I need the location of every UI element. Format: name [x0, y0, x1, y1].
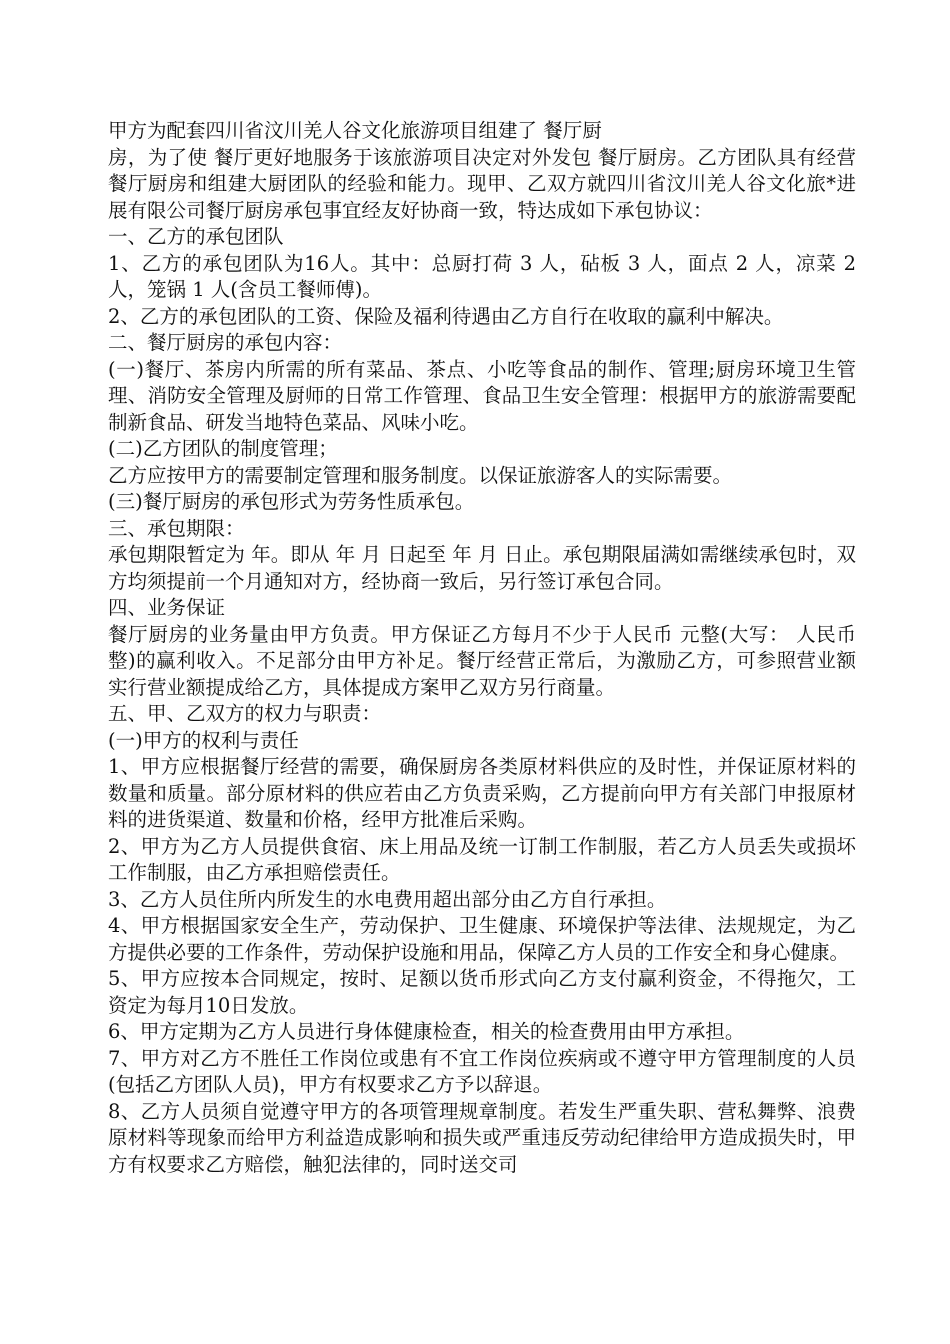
party-a-clause-5: 5、甲方应按本合同规定，按时、足额以货币形式向乙方支付赢利资金，不得拖欠，工资定为每月10日发放。 [108, 967, 856, 1017]
document-body [108, 118, 856, 1178]
team-clause-1: 1、乙方的承包团队为16人。其中：总厨打荷 3 人，砧板 3 人，面点 2 人，凉菜 2 人，笼锅 1 人(含员工餐师傅)。 [108, 251, 856, 301]
party-a-clause-8: 8、乙方人员须自觉遵守甲方的各项管理规章制度。若发生严重失职、营私舞弊、浪费原材料等现象而给甲方利益造成影响和损失或严重违反劳动纪律给甲方造成损失时，甲方有权要求乙方赔偿，触犯法律的，同时送交司 [108, 1099, 856, 1176]
content-clause-2-heading: (二)乙方团队的制度管理； [108, 437, 338, 460]
team-clause-2: 2、乙方的承包团队的工资、保险及福利待遇由乙方自行在收取的赢利中解决。 [108, 304, 784, 328]
content-clause-2-text: 乙方应按甲方的需要制定管理和服务制度。以保证旅游客人的实际需要。 [108, 463, 733, 487]
section-heading-term: 三、承包期限： [108, 516, 245, 540]
party-a-clause-2: 2、甲方为乙方人员提供食宿、床上用品及统一订制工作制服，若乙方人员丢失或损坏工作制服，由乙方承担赔偿责任。 [108, 834, 856, 884]
guarantee-clause: 餐厅厨房的业务量由甲方负责。甲方保证乙方每月不少于人民币 元整(大写： 人民币整)的赢利收入。不足部分由甲方补足。餐厅经营正常后，为激励乙方，可参照营业额实行营业额提成给乙方，具体提成方案甲乙双方另行商量。 [108, 622, 856, 699]
party-a-clause-1: 1、甲方应根据餐厅经营的需要，确保厨房各类原材料供应的及时性，并保证原材料的数量和质量。部分原材料的供应若由乙方负责采购，乙方提前向甲方有关部门申报原材料的进货渠道、数量和价格，经甲方批准后采购。 [108, 755, 856, 831]
party-a-clause-3: 3、乙方人员住所内所发生的水电费用超出部分由乙方自行承担。 [108, 887, 667, 911]
party-a-clause-6: 6、甲方定期为乙方人员进行身体健康检查，相关的检查费用由甲方承担。 [108, 1020, 745, 1043]
section-heading-rights: 五、甲、乙双方的权力与职责： [108, 702, 382, 725]
section-heading-team: 一、乙方的承包团队 [108, 225, 284, 248]
intro-paragraph: 房，为了使 餐厅更好地服务于该旅游项目决定对外发包 餐厅厨房。乙方团队具有经营餐厅厨房和组建大厨团队的经验和能力。现甲、乙双方就四川省汶川羌人谷文化旅*进展有限公司餐厅厨房承包事宜经友好协商一致，特达成如下承包协议： [108, 145, 856, 222]
term-clause: 承包期限暂定为 年。即从 年 月 日起至 年 月 日止。承包期限届满如需继续承包时，双方均须提前一个月通知对方，经协商一致后，另行签订承包合同。 [108, 543, 856, 593]
party-a-clause-7: 7、甲方对乙方不胜任工作岗位或患有不宜工作岗位疾病或不遵守甲方管理制度的人员(包括乙方团队人员)，甲方有权要求乙方予以辞退。 [108, 1046, 856, 1096]
content-clause-3: (三)餐厅厨房的承包形式为劳务性质承包。 [108, 490, 475, 513]
subsection-heading-party-a: (一)甲方的权利与责任 [108, 728, 299, 752]
party-a-clause-4: 4、甲方根据国家安全生产，劳动保护、卫生健康、环境保护等法律、法规规定，为乙方提供必要的工作条件，劳动保护设施和用品，保障乙方人员的工作安全和身心健康。 [108, 914, 856, 964]
section-heading-content: 二、餐厅厨房的承包内容： [108, 331, 343, 354]
section-heading-guarantee: 四、业务保证 [108, 596, 226, 619]
content-clause-1: (一)餐厅、茶房内所需的所有菜品、茶点、小吃等食品的制作、管理;厨房环境卫生管理、消防安全管理及厨师的日常工作管理、食品卫生安全管理：根据甲方的旅游需要配制新食品、研发当地特色菜品、风味小吃。 [108, 357, 856, 434]
intro-first-line: 甲方为配套四川省汶川羌人谷文化旅游项目组建了 餐厅厨 [108, 119, 602, 142]
